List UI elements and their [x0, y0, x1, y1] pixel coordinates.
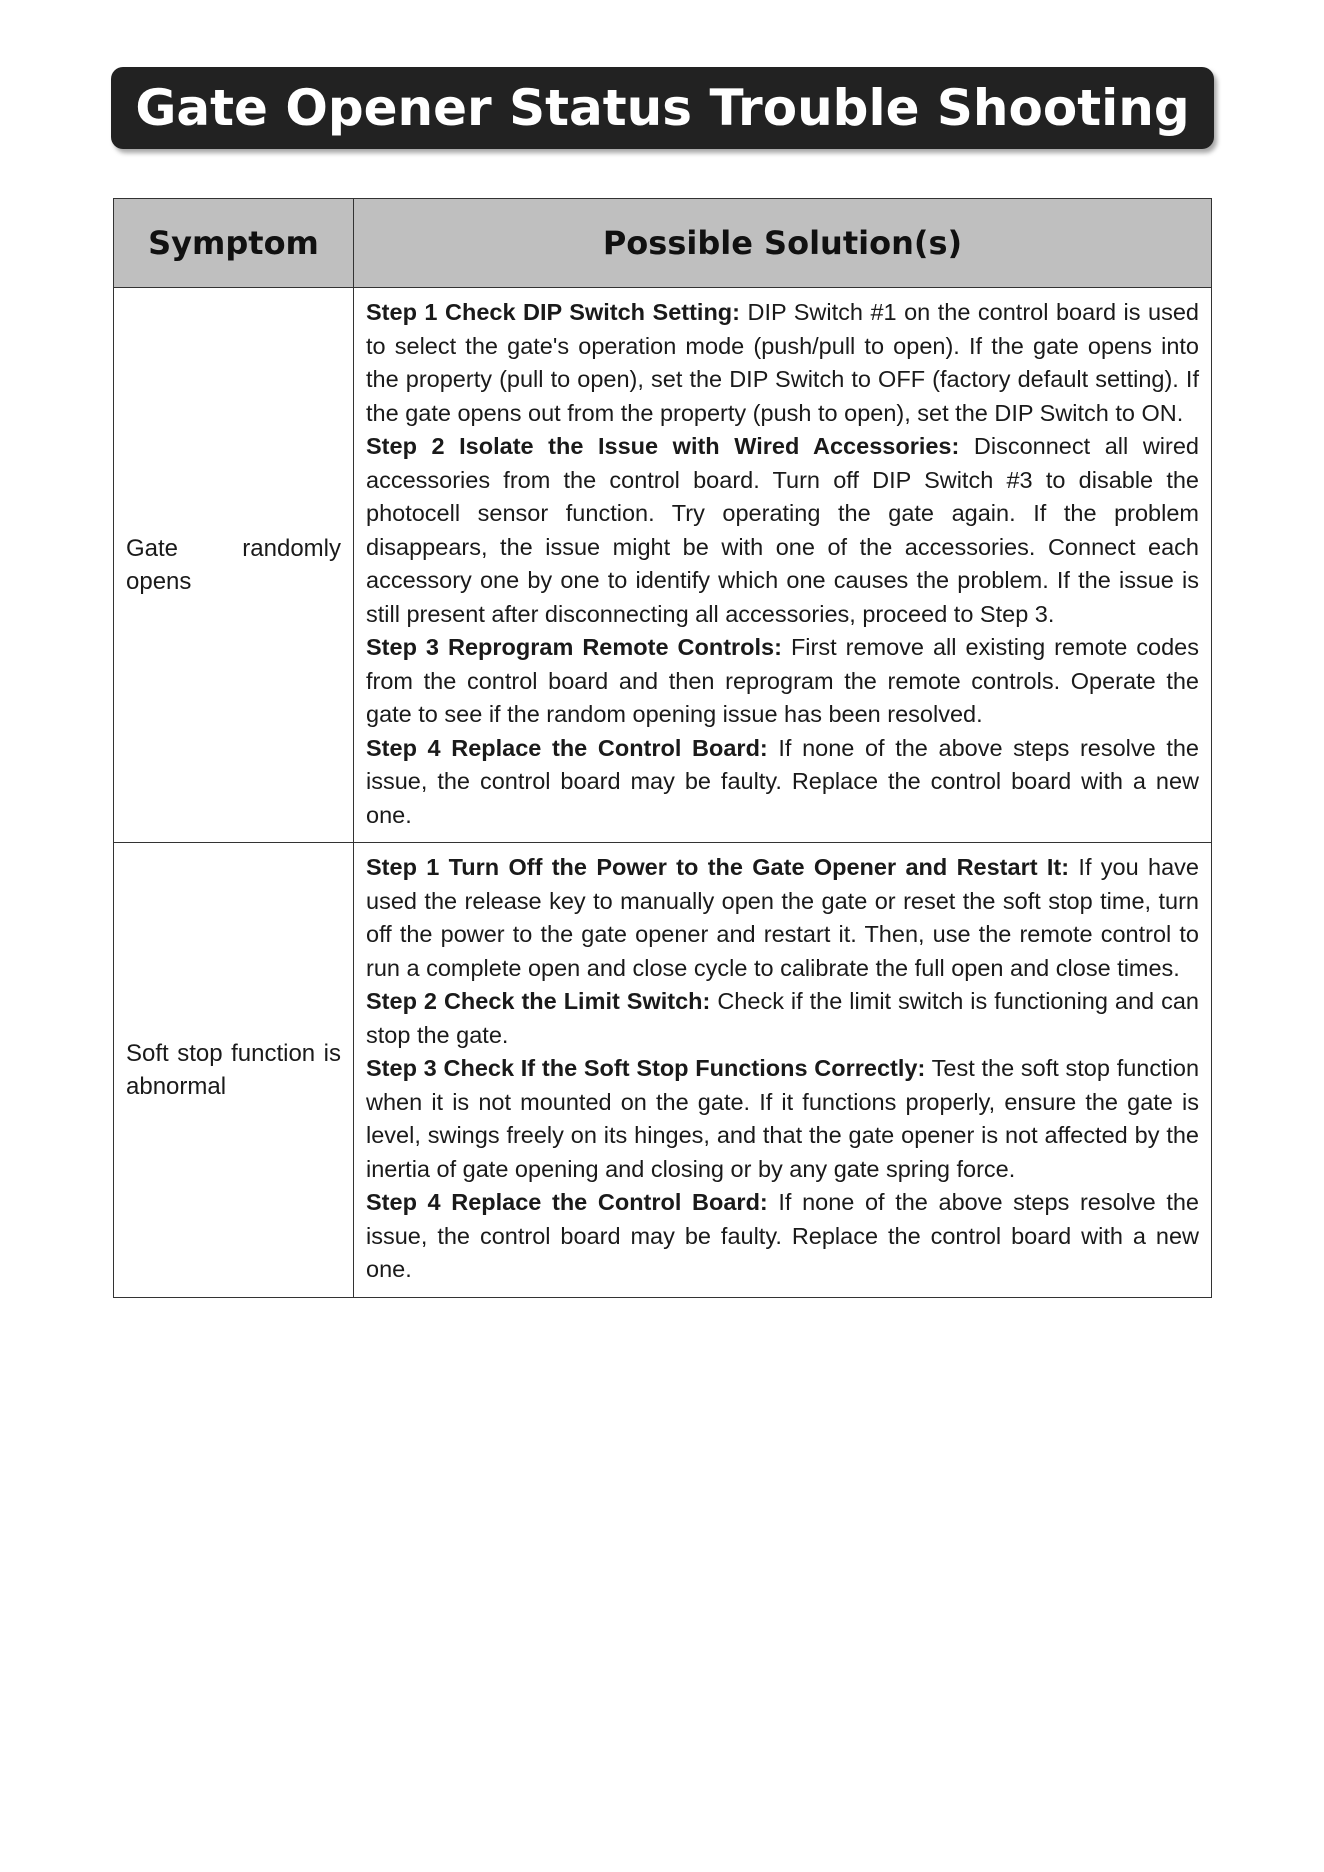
- solution-step: [366, 732, 1199, 833]
- step-text: If you have used the release key to manually open the gate or reset the soft stop time, turn off the power to the gate opener and restart it. Then, use the remote control to run a complete open and close cycle to calibrate the full open and close times.: [366, 854, 1199, 981]
- table-row: [114, 843, 1212, 1298]
- table-row: [114, 288, 1212, 843]
- step-heading: Step 3 Reprogram Remote Controls:: [366, 634, 782, 660]
- solution-step: [366, 1186, 1199, 1287]
- page-title: Gate Opener Status Trouble Shooting: [135, 79, 1190, 137]
- symptom-column-header: Symptom: [114, 199, 354, 288]
- step-heading: Step 2 Isolate the Issue with Wired Accessories:: [366, 433, 960, 459]
- step-text: If none of the above steps resolve the issue, the control board may be faulty. Replace the control board with a new one.: [366, 1189, 1199, 1282]
- solution-column-header: Possible Solution(s): [354, 199, 1212, 288]
- step-heading: Step 4 Replace the Control Board:: [366, 1189, 768, 1215]
- solution-cell: [354, 288, 1212, 843]
- solution-step: [366, 430, 1199, 631]
- symptom-cell: Gate randomly opens: [114, 288, 354, 843]
- step-text: Test the soft stop function when it is not mounted on the gate. If it functions properly, ensure the gate is level, swings freely on its hinges, and that the gate opener is not affected by the inertia of gate opening and closing or by any gate spring force.: [366, 1055, 1200, 1182]
- solution-step: [366, 1052, 1199, 1186]
- step-text: Check if the limit switch is functioning and can stop the gate.: [366, 988, 1199, 1048]
- step-heading: Step 4 Replace the Control Board:: [366, 734, 768, 761]
- solution-step: [366, 985, 1199, 1052]
- solution-step: [366, 296, 1199, 430]
- step-text: Disconnect all wired accessories from the control board. Turn off DIP Switch #3 to disable the photocell sensor function. Try operating the gate again. If the problem disappears, the issue might be with one of the accessories. Connect each accessory one by one to identify which one causes the problem. If the issue is still present after disconnecting all accessories, proceed to Step 3.: [366, 433, 1199, 627]
- title-banner: [111, 67, 1214, 149]
- solution-step: [366, 851, 1199, 985]
- solution-cell: [354, 843, 1212, 1298]
- table-header-row: [114, 199, 1212, 288]
- symptom-cell: Soft stop function is abnormal: [114, 843, 354, 1298]
- step-heading: Step 1 Turn Off the Power to the Gate Opener and Restart It:: [366, 854, 1070, 880]
- solution-step: [366, 631, 1199, 732]
- step-heading: Step 3 Check If the Soft Stop Functions Correctly:: [366, 1055, 926, 1081]
- step-heading: Step 2 Check the Limit Switch:: [366, 988, 711, 1014]
- step-text: If none of the above steps resolve the issue, the control board may be faulty. Replace the control board with a new one.: [366, 734, 1199, 828]
- step-text: First remove all existing remote codes from the control board and then reprogram the remote controls. Operate the gate to see if the random opening issue has been resolved.: [366, 634, 1199, 727]
- troubleshooting-table: [113, 198, 1212, 1298]
- step-text: DIP Switch #1 on the control board is used to select the gate's operation mode (push/pull to open). If the gate opens into the property (pull to open), set the DIP Switch to OFF (factory default setting). If the gate opens out from the property (push to open), set the DIP Switch to ON.: [366, 299, 1199, 426]
- step-heading: Step 1 Check DIP Switch Setting:: [366, 299, 740, 325]
